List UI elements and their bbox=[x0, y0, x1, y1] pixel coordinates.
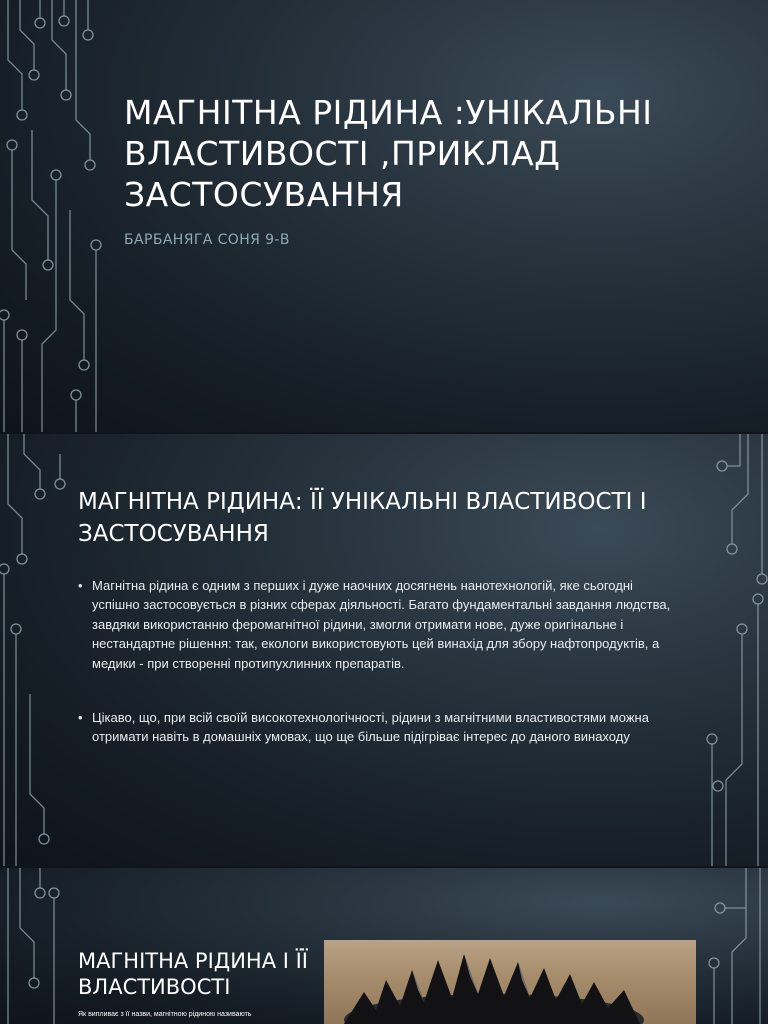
circuit-decoration-icon bbox=[700, 868, 768, 1024]
bullet-list bbox=[78, 576, 674, 747]
bullet-icon: • bbox=[78, 578, 83, 593]
circuit-decoration-icon bbox=[688, 434, 768, 866]
circuit-decoration-icon bbox=[0, 868, 70, 1024]
page-title: МАГНІТНА РІДИНА :УНІКАЛЬНІ ВЛАСТИВОСТІ ,ПРИКЛАД ЗАСТОСУВАННЯ bbox=[124, 93, 653, 214]
author-subtitle: БАРБАНЯГА СОНЯ 9-В bbox=[124, 232, 290, 248]
circuit-decoration-icon bbox=[0, 434, 80, 866]
bullet-text: Цікаво, що, при всій своїй високотехнологічності, рідини з магнітними властивостями можна отримати навіть в домашніх умовах, що ще більше підігріває інтерес до даного винаходу bbox=[92, 710, 649, 745]
bullet-text: Магнітна рідина є одним з перших і дуже наочних досягнень нанотехнологій, яке сьогодні успішно застосовується в різних сферах діяльності. Багато фундаментальні завдання людства, завдяки використанню феромагнітної рідини, змогли отримати нове, дуже оригінальне і нестандартне рішення: так, екологи використовують цей винахід для збору нафтопродуктів, а медики - при створенні протипухлинних препаратів. bbox=[92, 578, 671, 671]
list-item bbox=[78, 708, 674, 747]
ferrofluid-photo bbox=[324, 940, 696, 1024]
slide-caption: Як випливає з її назви, магнітною рідиною називають bbox=[78, 1011, 252, 1018]
circuit-decoration-icon bbox=[0, 0, 110, 432]
slide-title bbox=[0, 0, 768, 432]
slide-heading: МАГНІТНА РІДИНА: ЇЇ УНІКАЛЬНІ ВЛАСТИВОСТІ І ЗАСТОСУВАННЯ bbox=[78, 489, 647, 547]
slide-ferrofluid bbox=[0, 868, 768, 1024]
slide-properties bbox=[0, 434, 768, 866]
list-item bbox=[78, 576, 674, 673]
slide-heading: МАГНІТНА РІДИНА І ЇЇ ВЛАСТИВОСТІ bbox=[78, 949, 308, 999]
bullet-icon: • bbox=[78, 710, 83, 726]
ferrofluid-spikes-icon bbox=[324, 940, 696, 1024]
